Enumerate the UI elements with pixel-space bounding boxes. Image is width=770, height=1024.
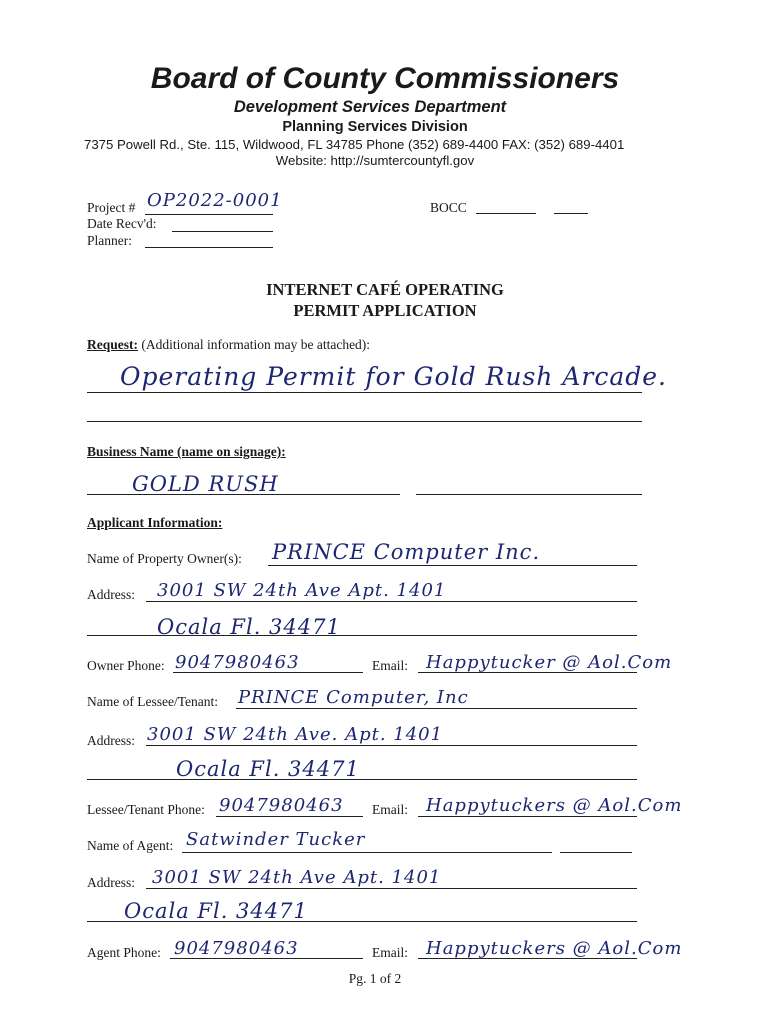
form-title-line1: INTERNET CAFÉ OPERATING xyxy=(266,280,504,299)
lessee-address-rule-1 xyxy=(146,745,637,746)
project-number-label: Project # xyxy=(87,200,136,215)
planner-label: Planner: xyxy=(87,233,132,248)
lessee-phone-value: 9047980463 xyxy=(219,795,344,816)
agent-address-line2: Ocala Fl. 34471 xyxy=(124,899,308,923)
owner-address-line1: 3001 SW 24th Ave Apt. 1401 xyxy=(157,580,447,601)
division-name: Planning Services Division xyxy=(282,119,468,135)
owner-address-rule-2 xyxy=(87,635,637,636)
owner-email-value: Happytucker @ Aol.Com xyxy=(426,652,673,673)
form-title-line2: PERMIT APPLICATION xyxy=(293,301,477,320)
lessee-address-rule-2 xyxy=(87,779,637,780)
owner-address-line2: Ocala Fl. 34471 xyxy=(157,615,341,639)
owner-address-label: Address: xyxy=(87,587,135,602)
agent-phone-label: Agent Phone: xyxy=(87,945,161,960)
request-line-2 xyxy=(87,421,642,422)
request-note: (Additional information may be attached): xyxy=(141,337,371,352)
project-number-value: OP2022-0001 xyxy=(147,190,283,211)
lessee-address-line2: Ocala Fl. 34471 xyxy=(176,757,360,781)
owner-name-line xyxy=(268,565,637,566)
letterhead-title: Board of County Commissioners xyxy=(150,62,620,95)
lessee-email-line xyxy=(418,816,637,817)
owner-email-line xyxy=(418,672,637,673)
lessee-name-line xyxy=(236,708,637,709)
owner-email-label: Email: xyxy=(372,658,408,673)
request-label: Request: xyxy=(87,337,138,352)
lessee-address-label: Address: xyxy=(87,733,135,748)
agent-email-label: Email: xyxy=(372,945,408,960)
agent-address-line1: 3001 SW 24th Ave Apt. 1401 xyxy=(152,867,442,888)
lessee-phone-line xyxy=(216,816,363,817)
owner-phone-label: Owner Phone: xyxy=(87,658,165,673)
agent-address-label: Address: xyxy=(87,875,135,890)
lessee-email-value: Happytuckers @ Aol.Com xyxy=(426,795,683,816)
lessee-address-line1: 3001 SW 24th Ave. Apt. 1401 xyxy=(147,724,444,745)
request-line-1 xyxy=(87,392,642,393)
contact-address-line: 7375 Powell Rd., Ste. 115, Wildwood, FL 34785 Phone (352) 689-4400 FAX: (352) 689-4401 xyxy=(84,137,625,152)
date-received-label: Date Recv'd: xyxy=(87,216,157,231)
agent-email-line xyxy=(418,958,637,959)
agent-address-rule-2 xyxy=(87,921,637,922)
lessee-email-label: Email: xyxy=(372,802,408,817)
agent-email-value: Happytuckers @ Aol.Com xyxy=(426,938,683,959)
date-received-line xyxy=(172,231,273,232)
owner-name-label: Name of Property Owner(s): xyxy=(87,551,242,566)
project-number-line xyxy=(145,214,273,215)
request-value: Operating Permit for Gold Rush Arcade. xyxy=(120,362,668,391)
business-name-line-1 xyxy=(87,494,400,495)
bocc-line-2 xyxy=(554,213,588,214)
owner-address-rule-1 xyxy=(146,601,637,602)
business-name-label: Business Name (name on signage): xyxy=(87,444,286,459)
agent-address-rule-1 xyxy=(146,888,637,889)
agent-phone-value: 9047980463 xyxy=(174,938,299,959)
page-number: Pg. 1 of 2 xyxy=(348,971,402,986)
agent-name-label: Name of Agent: xyxy=(87,838,174,853)
bocc-label: BOCC xyxy=(430,200,467,215)
agent-name-line-1 xyxy=(182,852,552,853)
lessee-name-label: Name of Lessee/Tenant: xyxy=(87,694,218,709)
agent-name-line-2 xyxy=(560,852,632,853)
bocc-line-1 xyxy=(476,213,536,214)
applicant-section-label: Applicant Information: xyxy=(87,515,223,530)
owner-phone-line xyxy=(173,672,363,673)
owner-name-value: PRINCE Computer Inc. xyxy=(272,540,541,564)
owner-phone-value: 9047980463 xyxy=(175,652,300,673)
planner-line xyxy=(145,247,273,248)
lessee-name-value: PRINCE Computer, Inc xyxy=(238,687,469,708)
agent-name-value: Satwinder Tucker xyxy=(186,829,366,850)
lessee-phone-label: Lessee/Tenant Phone: xyxy=(87,802,205,817)
department-name: Development Services Department xyxy=(233,98,507,116)
business-name-line-2 xyxy=(416,494,642,495)
website-line: Website: http://sumtercountyfl.gov xyxy=(275,153,475,168)
agent-phone-line xyxy=(170,958,363,959)
business-name-value: GOLD RUSH xyxy=(132,472,279,496)
